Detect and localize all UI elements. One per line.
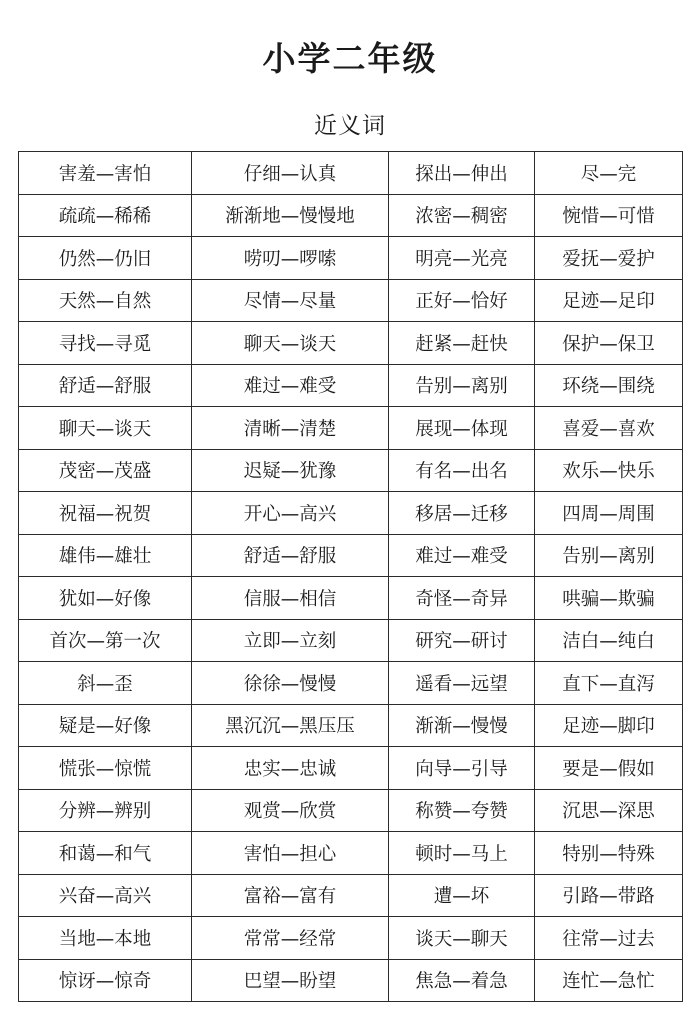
synonym-pair-cell: 顿时—马上 [389, 832, 535, 875]
synonym-pair-cell: 难过—难受 [192, 364, 389, 407]
table-row [19, 874, 683, 917]
synonym-pair-cell: 观赏—欣赏 [192, 789, 389, 832]
synonym-pair-cell: 遥看—远望 [389, 662, 535, 705]
table-row [19, 832, 683, 875]
synonym-pair-cell: 赶紧—赶快 [389, 322, 535, 365]
synonym-pair-cell: 聊天—谈天 [19, 407, 192, 450]
table-row [19, 917, 683, 960]
synonym-pair-cell: 焦急—着急 [389, 959, 535, 1002]
synonym-pair-cell: 徐徐—慢慢 [192, 662, 389, 705]
synonym-pair-cell: 浓密—稠密 [389, 194, 535, 237]
synonym-pair-cell: 奇怪—奇异 [389, 577, 535, 620]
synonym-pair-cell: 信服—相信 [192, 577, 389, 620]
table-row [19, 662, 683, 705]
synonym-pair-cell: 天然—自然 [19, 279, 192, 322]
synonym-pair-cell: 移居—迁移 [389, 492, 535, 535]
synonym-pair-cell: 犹如—好像 [19, 577, 192, 620]
synonym-pair-cell: 首次—第一次 [19, 619, 192, 662]
synonym-pair-cell: 谈天—聊天 [389, 917, 535, 960]
synonym-pair-cell: 清晰—清楚 [192, 407, 389, 450]
synonym-pair-cell: 迟疑—犹豫 [192, 449, 389, 492]
synonym-pair-cell: 仍然—仍旧 [19, 237, 192, 280]
synonym-pair-cell: 特别—特殊 [535, 832, 683, 875]
synonym-pair-cell: 爱抚—爱护 [535, 237, 683, 280]
table-row [19, 407, 683, 450]
synonym-pair-cell: 仔细—认真 [192, 152, 389, 195]
synonym-pair-cell: 立即—立刻 [192, 619, 389, 662]
synonym-pair-cell: 慌张—惊慌 [19, 747, 192, 790]
table-row [19, 492, 683, 535]
table-row [19, 577, 683, 620]
synonym-pair-cell: 疏疏—稀稀 [19, 194, 192, 237]
synonym-pair-cell: 茂密—茂盛 [19, 449, 192, 492]
synonym-pair-cell: 巴望—盼望 [192, 959, 389, 1002]
synonym-pair-cell: 当地—本地 [19, 917, 192, 960]
synonym-pair-cell: 黑沉沉—黑压压 [192, 704, 389, 747]
synonym-pair-cell: 兴奋—高兴 [19, 874, 192, 917]
synonym-pair-cell: 难过—难受 [389, 534, 535, 577]
table-row [19, 747, 683, 790]
synonym-pair-cell: 寻找—寻觅 [19, 322, 192, 365]
synonym-pair-cell: 疑是—好像 [19, 704, 192, 747]
synonym-pair-cell: 足迹—足印 [535, 279, 683, 322]
synonym-pair-cell: 沉思—深思 [535, 789, 683, 832]
synonym-pair-cell: 哄骗—欺骗 [535, 577, 683, 620]
synonym-pair-cell: 喜爱—喜欢 [535, 407, 683, 450]
table-row [19, 152, 683, 195]
synonym-pair-cell: 往常—过去 [535, 917, 683, 960]
synonym-pair-cell: 保护—保卫 [535, 322, 683, 365]
synonym-pair-cell: 忠实—忠诚 [192, 747, 389, 790]
synonym-pair-cell: 开心—高兴 [192, 492, 389, 535]
synonym-pair-cell: 尽—完 [535, 152, 683, 195]
section-subtitle: 近义词 [314, 113, 386, 139]
synonym-pair-cell: 舒适—舒服 [19, 364, 192, 407]
synonym-pair-cell: 舒适—舒服 [192, 534, 389, 577]
synonym-pair-cell: 聊天—谈天 [192, 322, 389, 365]
synonym-pair-cell: 环绕—围绕 [535, 364, 683, 407]
synonym-pair-cell: 害羞—害怕 [19, 152, 192, 195]
synonym-pair-cell: 唠叨—啰嗦 [192, 237, 389, 280]
synonym-pair-cell: 洁白—纯白 [535, 619, 683, 662]
synonym-pair-cell: 和蔼—和气 [19, 832, 192, 875]
synonym-pair-cell: 渐渐地—慢慢地 [192, 194, 389, 237]
synonym-pair-cell: 尽情—尽量 [192, 279, 389, 322]
synonym-pair-cell: 斜—歪 [19, 662, 192, 705]
table-row [19, 194, 683, 237]
synonym-pair-cell: 展现—体现 [389, 407, 535, 450]
synonym-pair-cell: 告别—离别 [389, 364, 535, 407]
table-row [19, 789, 683, 832]
table-row [19, 237, 683, 280]
synonym-table-body [19, 152, 683, 1002]
synonym-pair-cell: 惊讶—惊奇 [19, 959, 192, 1002]
synonym-pair-cell: 惋惜—可惜 [535, 194, 683, 237]
synonym-pair-cell: 明亮—光亮 [389, 237, 535, 280]
table-row [19, 534, 683, 577]
synonym-pair-cell: 告别—离别 [535, 534, 683, 577]
table-row [19, 959, 683, 1002]
synonym-pair-cell: 富裕—富有 [192, 874, 389, 917]
table-row [19, 619, 683, 662]
synonym-pair-cell: 遭—坏 [389, 874, 535, 917]
synonym-pair-cell: 探出—伸出 [389, 152, 535, 195]
synonym-pair-cell: 四周—周围 [535, 492, 683, 535]
table-row [19, 364, 683, 407]
synonym-pair-cell: 足迹—脚印 [535, 704, 683, 747]
synonym-pair-cell: 渐渐—慢慢 [389, 704, 535, 747]
synonym-pair-cell: 正好—恰好 [389, 279, 535, 322]
synonym-pair-cell: 引路—带路 [535, 874, 683, 917]
synonym-pair-cell: 连忙—急忙 [535, 959, 683, 1002]
synonym-table [18, 151, 683, 1002]
synonym-pair-cell: 雄伟—雄壮 [19, 534, 192, 577]
table-row [19, 322, 683, 365]
synonym-pair-cell: 欢乐—快乐 [535, 449, 683, 492]
synonym-pair-cell: 有名—出名 [389, 449, 535, 492]
table-row [19, 279, 683, 322]
synonym-pair-cell: 向导—引导 [389, 747, 535, 790]
synonym-pair-cell: 常常—经常 [192, 917, 389, 960]
synonym-pair-cell: 直下—直泻 [535, 662, 683, 705]
synonym-pair-cell: 祝福—祝贺 [19, 492, 192, 535]
synonym-pair-cell: 分辨—辨别 [19, 789, 192, 832]
synonym-pair-cell: 研究—研讨 [389, 619, 535, 662]
table-row [19, 704, 683, 747]
page-title: 小学二年级 [262, 39, 438, 78]
synonym-pair-cell: 害怕—担心 [192, 832, 389, 875]
synonym-pair-cell: 要是—假如 [535, 747, 683, 790]
table-row [19, 449, 683, 492]
synonym-pair-cell: 称赞—夸赞 [389, 789, 535, 832]
